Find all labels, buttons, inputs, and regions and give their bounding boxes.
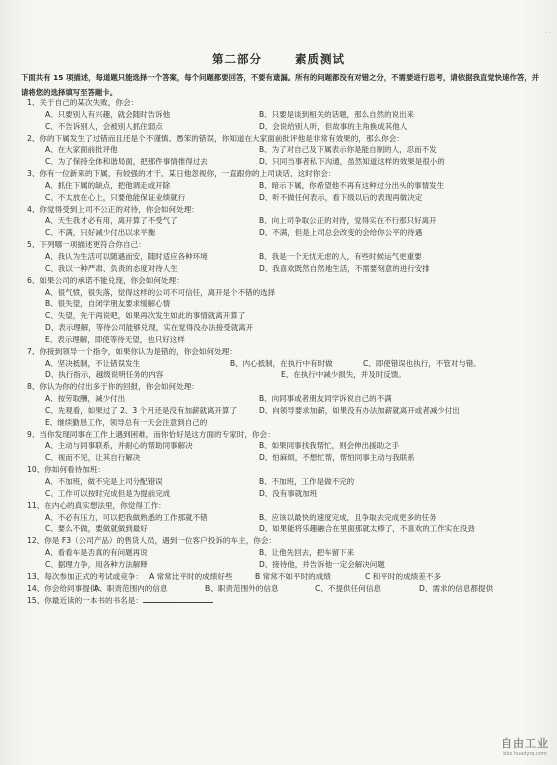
answer-option[interactable]: A、不加班，做不完是上司分配错误 bbox=[45, 477, 163, 486]
corner-mark: · · bbox=[545, 30, 551, 37]
option-row bbox=[27, 393, 547, 405]
option-row bbox=[27, 322, 547, 334]
answer-option[interactable]: A、职责范围内的信息 bbox=[94, 583, 168, 593]
answer-option[interactable]: B、很失望，自闭学朋友要求缓解心情 bbox=[45, 299, 171, 309]
answer-option[interactable]: C、我以一种严肃、负责的态度对待人生 bbox=[45, 263, 178, 273]
answer-option[interactable]: A、坚决抵制，不让错误发生 bbox=[45, 358, 141, 368]
option-row bbox=[27, 440, 547, 452]
answer-option[interactable]: C、不太放在心上，只要他能保证业绩就行 bbox=[45, 192, 186, 202]
answer-option[interactable]: B、让他先回去，把车留下来 bbox=[259, 548, 355, 558]
option-row bbox=[27, 298, 547, 310]
question-stem: 1、关于自己的某次失败，你会： bbox=[27, 98, 139, 107]
answer-option[interactable]: C、不告诉别人，会被别人抓住弱点 bbox=[45, 121, 163, 131]
option-row bbox=[27, 334, 547, 346]
answer-option[interactable]: D、执行指示，越级说明任务的内容 bbox=[45, 370, 164, 380]
question-stem: 2、你的下属发生了过错而且还是个不谨慎、愚笨的错误，你知道在大家面前批评他是非常有效果的，那么你会： bbox=[27, 133, 404, 143]
option-row bbox=[27, 287, 547, 299]
answer-option[interactable]: A、看看车是否真的有问题再说 bbox=[45, 548, 148, 558]
answer-option[interactable]: D、没有事就加班 bbox=[259, 488, 318, 498]
option-row bbox=[27, 109, 547, 121]
answer-option[interactable]: D、表示理解，等待公司能够兑现，实在觉得没办法接受就离开 bbox=[45, 323, 254, 333]
answer-option[interactable]: B、内心抵制，在执行中有时做 bbox=[230, 358, 333, 368]
option-row bbox=[27, 417, 547, 429]
answer-option[interactable]: B、应该以最快的速度完成，且争取去完成更多的任务 bbox=[259, 512, 437, 522]
answer-option[interactable]: C 和平时的成绩差不多 bbox=[365, 571, 442, 581]
question-stem: 6、如果公司的承诺不能兑现，你会如何处理： bbox=[27, 275, 184, 285]
question-stem: 5、下列哪一项描述更符合你自己： bbox=[27, 240, 146, 250]
question-stem: 11、在内心的真实想法里，你觉得工作： bbox=[27, 500, 166, 510]
answer-option[interactable]: C、失望，先干再说吧，如果再次发生如此的事情就离开算了 bbox=[45, 311, 246, 321]
answer-option[interactable]: B、向上司争取公正的对待，觉得实在不行那只好离开 bbox=[259, 216, 437, 226]
answer-option[interactable]: C、据理力争，用各种方法解释 bbox=[45, 559, 148, 569]
option-row bbox=[27, 144, 547, 156]
option-row bbox=[27, 452, 547, 464]
answer-option[interactable]: A 常常比平时的成绩好些 bbox=[149, 571, 233, 581]
option-row bbox=[27, 121, 547, 133]
answer-option[interactable]: A、按劳取酬，减少付出 bbox=[45, 394, 126, 404]
answer-option[interactable]: B、暗示下属，你希望他不再有这种过分出头的事情发生 bbox=[259, 180, 445, 190]
answer-option[interactable]: D、如果能将乐趣融合在里面那就太棒了，不喜欢的工作实在没劲 bbox=[259, 524, 475, 534]
answer-option[interactable]: C、不满，只好减少付出以求平衡 bbox=[45, 228, 156, 238]
answer-option[interactable]: D、会说给别人听，但故事的主角换成其他人 bbox=[259, 121, 408, 131]
answer-option[interactable]: C、为了保持全体和谐局面，把那件事情推得过去 bbox=[45, 157, 208, 167]
option-row bbox=[27, 369, 547, 381]
answer-option[interactable]: A、主动与同事联系，并耐心的帮助同事解决 bbox=[45, 441, 193, 451]
answer-option[interactable]: A、抓住下属的缺点，把他调走或开除 bbox=[45, 180, 171, 190]
answer-option[interactable]: B、不加班，工作是做不完的 bbox=[259, 477, 355, 486]
option-row bbox=[27, 180, 547, 192]
option-row bbox=[27, 547, 547, 559]
answer-option[interactable]: A、在大家面前批评他 bbox=[45, 145, 118, 155]
answer-option[interactable]: C、先观看，如果过了 2、3 个月还是没有加薪就离开算了 bbox=[45, 405, 238, 415]
answer-option[interactable]: B 常常不如平时的成绩 bbox=[255, 571, 331, 581]
option-row bbox=[27, 512, 547, 524]
answer-option[interactable]: D、怕麻烦，不想忙帮，帮怕同事主动与我联系 bbox=[259, 453, 415, 463]
answer-option[interactable]: A、天生我才必有用，离开算了不受气了 bbox=[45, 216, 178, 226]
answer-option[interactable]: C、即使错误也执行，不管对与错。 bbox=[363, 358, 481, 368]
option-row bbox=[27, 192, 547, 204]
option-row bbox=[27, 559, 547, 571]
question-stem: 3、你有一位新来的下属，有较强的才干。某日他忽视你，一直跟你的上司谈话，这时你会： bbox=[27, 169, 336, 179]
question-stem: 10、你如何看待加班： bbox=[27, 465, 106, 475]
answer-option[interactable]: D、只同当事者私下沟通，虽然知道这样的效果是很小的 bbox=[259, 157, 445, 167]
answer-option[interactable]: E、表示理解，即使等待无望，也只好这样 bbox=[45, 334, 185, 344]
answer-option[interactable]: C、视而不见，让其自行解决 bbox=[45, 453, 141, 463]
option-row bbox=[27, 310, 547, 322]
option-row bbox=[27, 227, 547, 239]
question-list bbox=[27, 97, 547, 606]
answer-blank[interactable] bbox=[143, 594, 213, 603]
answer-option[interactable]: A、不必有压力，可以把我做熟悉的工作那就不错 bbox=[45, 512, 208, 522]
answer-option[interactable]: B、为了对自己及下属表示你是能自制的人，忍而不发 bbox=[259, 145, 437, 155]
question-stem: 14、你会给同事提供： A、职责范围内的信息 B、职责范围外的信息 C、不提供任何信息 D、需求的信息都提供 bbox=[27, 583, 494, 593]
section-part: 第二部分 bbox=[211, 52, 262, 66]
option-row bbox=[27, 251, 547, 263]
answer-option[interactable]: D、需求的信息都提供 bbox=[419, 583, 494, 593]
option-row bbox=[27, 263, 547, 275]
option-row bbox=[27, 215, 547, 227]
answer-option[interactable]: D、接待他，并告诉他一定会解决问题 bbox=[259, 559, 385, 569]
option-row bbox=[27, 405, 547, 417]
answer-option[interactable]: C、要么不做，要做就做到最好 bbox=[45, 524, 148, 534]
option-row bbox=[27, 523, 547, 535]
question-stem: 9、当你发现同事在工作上遇到困难，而你恰好是这方面的专家时，你会： bbox=[27, 429, 275, 439]
answer-option[interactable]: B、职责范围外的信息 bbox=[205, 583, 279, 593]
option-row bbox=[27, 156, 547, 168]
question-stem: 12、你是 F3（公司产品）的售货人员，遇到一位客户投诉的车主，你会： bbox=[27, 536, 277, 546]
section-name: 素质测试 bbox=[295, 52, 345, 66]
answer-option[interactable]: B、向同事或者朋友同学诉说自己的不满 bbox=[259, 394, 392, 404]
question-stem: 4、你觉得受到上司不公正的对待，你会如何处理： bbox=[27, 204, 199, 214]
answer-option[interactable]: D、向领导要求加薪，如果没有办法加薪就离开或者减少付出 bbox=[259, 405, 460, 415]
option-row bbox=[27, 488, 547, 500]
answer-option[interactable]: D、听不做任何表示，看下级以后的表现再做决定 bbox=[259, 192, 423, 202]
question-stem: 8、你认为你的付出多于你的回报，你会如何处理： bbox=[27, 382, 199, 392]
answer-option[interactable]: E、继续勤恳工作，领导总有一天会注意到自己的 bbox=[45, 417, 208, 427]
answer-option[interactable]: B、我是一个无忧无虑的人，有些时候运气更重要 bbox=[259, 251, 422, 261]
answer-option[interactable]: E、在执行中减少损失，并及时反馈。 bbox=[281, 370, 406, 380]
watermark-logo: 自由工业 bbs.huadyrq.com bbox=[501, 737, 549, 757]
answer-option[interactable]: A、很气愤，很失落，觉得这样的公司不可信任，离开是个不错的选择 bbox=[45, 287, 276, 297]
option-row bbox=[27, 476, 547, 488]
answer-option[interactable]: A、只要别人有兴趣，就会随时告诉他 bbox=[45, 109, 171, 119]
answer-option[interactable]: D、我喜欢既然自然地生活，不需要刻意的进行安排 bbox=[259, 263, 430, 273]
section-title bbox=[0, 51, 557, 67]
instructions: 下面共有 15 项描述，每道题只能选择一个答案，每个问题都要回答，不要有遗漏。所有的问题都没有对错之分，不需要进行思考，请依据我直觉快速作答，并请将您的选择填写至答题卡。 bbox=[21, 73, 540, 97]
answer-option[interactable]: A、我认为生活可以随遇而安，随时适应各种环境 bbox=[45, 251, 208, 261]
question-stem: 7、你接到领导一个指令，如果你认为是错的，你会如何处理： bbox=[27, 346, 237, 356]
option-row bbox=[27, 358, 547, 370]
answer-option[interactable]: B、只要是谈到相关的话题，那么自然的说出来 bbox=[259, 109, 415, 119]
answer-option[interactable]: D、不满，但是上司总会改变的会给你公平的待遇 bbox=[259, 228, 423, 238]
question-stem: 13、每次参加正式的考试或竞争： A 常常比平时的成绩好些 B 常常不如平时的成绩 C 和平时的成绩差不多 bbox=[27, 571, 442, 581]
answer-option[interactable]: B、如果同事找我帮忙，则会伸出援助之手 bbox=[259, 441, 400, 451]
answer-option[interactable]: C、工作可以按时完成但是为提前完成 bbox=[45, 488, 171, 498]
question-stem: 15、你最近读的一本书的书名是： bbox=[27, 594, 547, 606]
answer-option[interactable]: C、不提供任何信息 bbox=[315, 583, 382, 593]
